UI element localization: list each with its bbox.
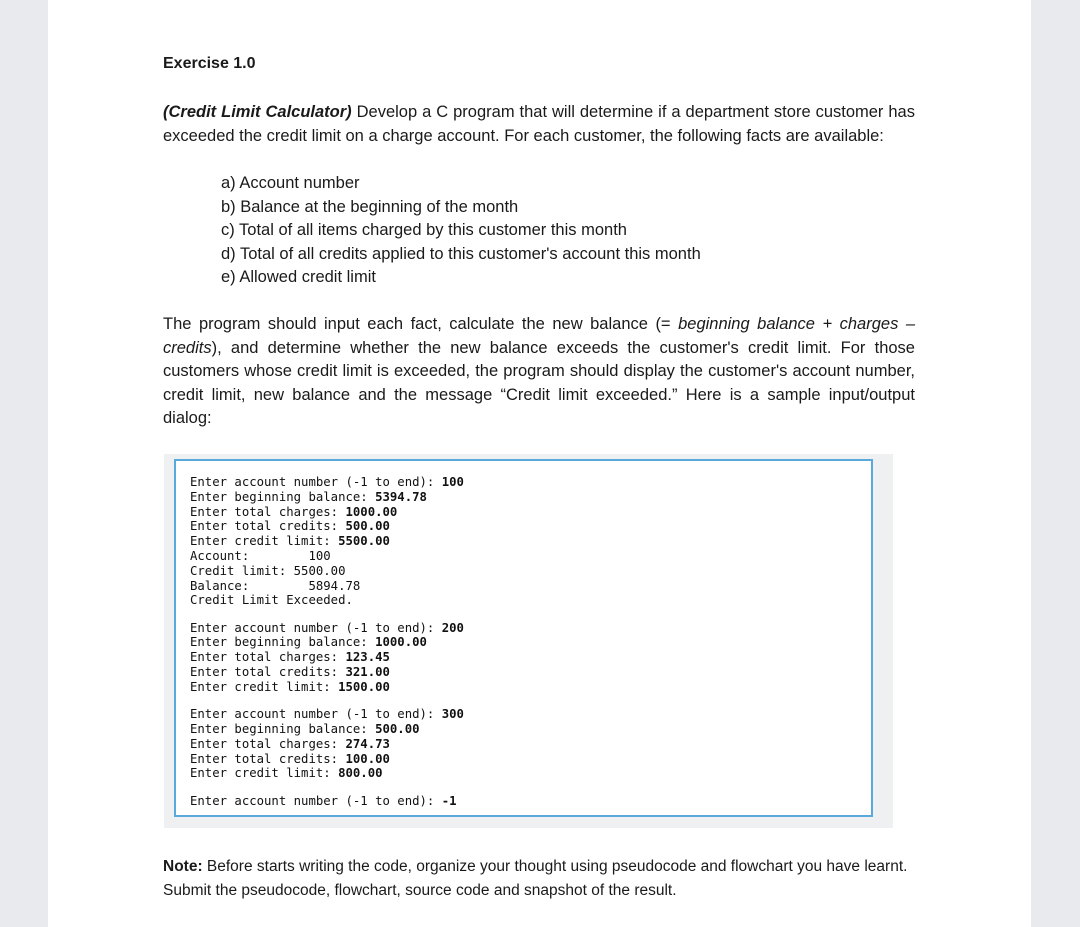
sample-dialog-figure <box>164 454 893 828</box>
formula-text: beginning balance + charges – credits <box>163 315 916 357</box>
note-label: Note: <box>163 858 203 875</box>
note-text: Before starts writing the code, organize your thought using pseudocode and flowchart you have learnt. Submit the pseudocode, flowchart, source code and snapshot of the result. <box>163 858 908 899</box>
terminal-line <box>190 707 464 722</box>
terminal-prompt: Enter beginning balance: <box>190 721 376 736</box>
terminal-line <box>190 534 464 549</box>
terminal-prompt: Enter account number (-1 to end): <box>190 793 442 808</box>
terminal-line <box>190 794 464 809</box>
fact-item: e) Allowed credit limit <box>221 268 376 286</box>
fact-item: a) Account number <box>221 174 360 192</box>
description-paragraph <box>163 313 915 431</box>
terminal-user-input: 5500.00 <box>338 534 390 549</box>
terminal-user-input: 274.73 <box>345 736 390 751</box>
intro-emphasis: (Credit Limit Calculator) <box>163 103 352 121</box>
terminal-line <box>190 722 464 737</box>
terminal-prompt: Enter beginning balance: <box>190 635 376 650</box>
terminal-user-input: 100.00 <box>345 751 390 766</box>
terminal-line <box>190 475 464 490</box>
terminal-user-input: 321.00 <box>345 665 390 680</box>
exercise-title: Exercise 1.0 <box>163 55 256 72</box>
terminal-prompt: Enter account number (-1 to end): <box>190 707 442 722</box>
terminal-user-input: 300 <box>441 707 464 722</box>
terminal-user-input: 1500.00 <box>338 679 390 694</box>
terminal-line <box>190 621 464 636</box>
terminal-user-input: 200 <box>441 620 464 635</box>
document-page <box>48 0 1031 927</box>
terminal-prompt: Enter total credits: <box>190 751 346 766</box>
terminal-prompt: Enter account number (-1 to end): <box>190 620 442 635</box>
terminal-line <box>190 564 464 579</box>
terminal-prompt: Credit Limit Exceeded. <box>190 593 353 608</box>
terminal-user-input: 500.00 <box>375 721 420 736</box>
terminal-user-input: 5394.78 <box>375 489 427 504</box>
description-text-continued: ), and determine whether the new balance exceeds the customer's credit limit. For those customers whose credit limit is exceeded, the program should display the customer's account number, credit limit, new balance and the message “Credit limit exceeded.” Here is a sample input/output dialog: <box>163 338 915 427</box>
intro-paragraph <box>163 101 915 148</box>
terminal-prompt: Account: 100 <box>190 548 331 563</box>
terminal-user-input: 500.00 <box>345 519 390 534</box>
terminal-line <box>190 579 464 594</box>
terminal-user-input: 100 <box>441 475 464 489</box>
terminal-user-input: -1 <box>441 793 457 808</box>
terminal-line <box>190 519 464 534</box>
terminal-line <box>190 505 464 520</box>
terminal-prompt: Enter credit limit: <box>190 766 339 781</box>
terminal-user-input: 1000.00 <box>375 635 427 650</box>
terminal-line <box>190 737 464 752</box>
note-paragraph <box>163 855 923 902</box>
terminal-line <box>190 650 464 665</box>
terminal-line <box>190 752 464 767</box>
intro-text: Develop a C program that will determine if a department store customer has exceeded the credit limit on a charge account. For each customer, the following facts are available: <box>163 103 915 145</box>
terminal-line <box>190 766 464 781</box>
terminal-prompt: Enter credit limit: <box>190 534 339 549</box>
terminal-line <box>190 549 464 564</box>
terminal-prompt: Balance: 5894.78 <box>190 578 361 593</box>
fact-item: c) Total of all items charged by this customer this month <box>221 221 627 239</box>
terminal-line <box>190 665 464 680</box>
terminal-prompt: Enter total credits: <box>190 665 346 680</box>
terminal-prompt: Enter account number (-1 to end): <box>190 475 442 489</box>
terminal-user-input: 1000.00 <box>345 504 398 519</box>
terminal-prompt: Enter total charges: <box>190 504 346 519</box>
dialog-gap <box>190 695 464 708</box>
terminal-prompt: Enter total charges: <box>190 736 346 751</box>
terminal-line <box>190 490 464 505</box>
dialog-gap <box>190 608 464 621</box>
terminal-window <box>174 459 873 817</box>
terminal-prompt: Enter beginning balance: <box>190 489 376 504</box>
terminal-user-input: 123.45 <box>345 650 390 665</box>
terminal-line <box>190 680 464 695</box>
terminal-output <box>190 475 464 808</box>
dialog-gap <box>190 781 464 794</box>
terminal-prompt: Enter total charges: <box>190 650 346 665</box>
facts-list <box>221 172 701 290</box>
fact-item: d) Total of all credits applied to this customer's account this month <box>221 244 701 263</box>
terminal-prompt: Enter credit limit: <box>190 679 339 694</box>
description-text: The program should input each fact, calculate the new balance (= <box>163 315 679 333</box>
terminal-prompt: Enter total credits: <box>190 519 346 534</box>
terminal-user-input: 800.00 <box>338 766 383 781</box>
fact-item: b) Balance at the beginning of the month <box>221 197 519 216</box>
terminal-line <box>190 635 464 650</box>
terminal-line <box>190 593 464 608</box>
terminal-prompt: Credit limit: 5500.00 <box>190 563 346 578</box>
